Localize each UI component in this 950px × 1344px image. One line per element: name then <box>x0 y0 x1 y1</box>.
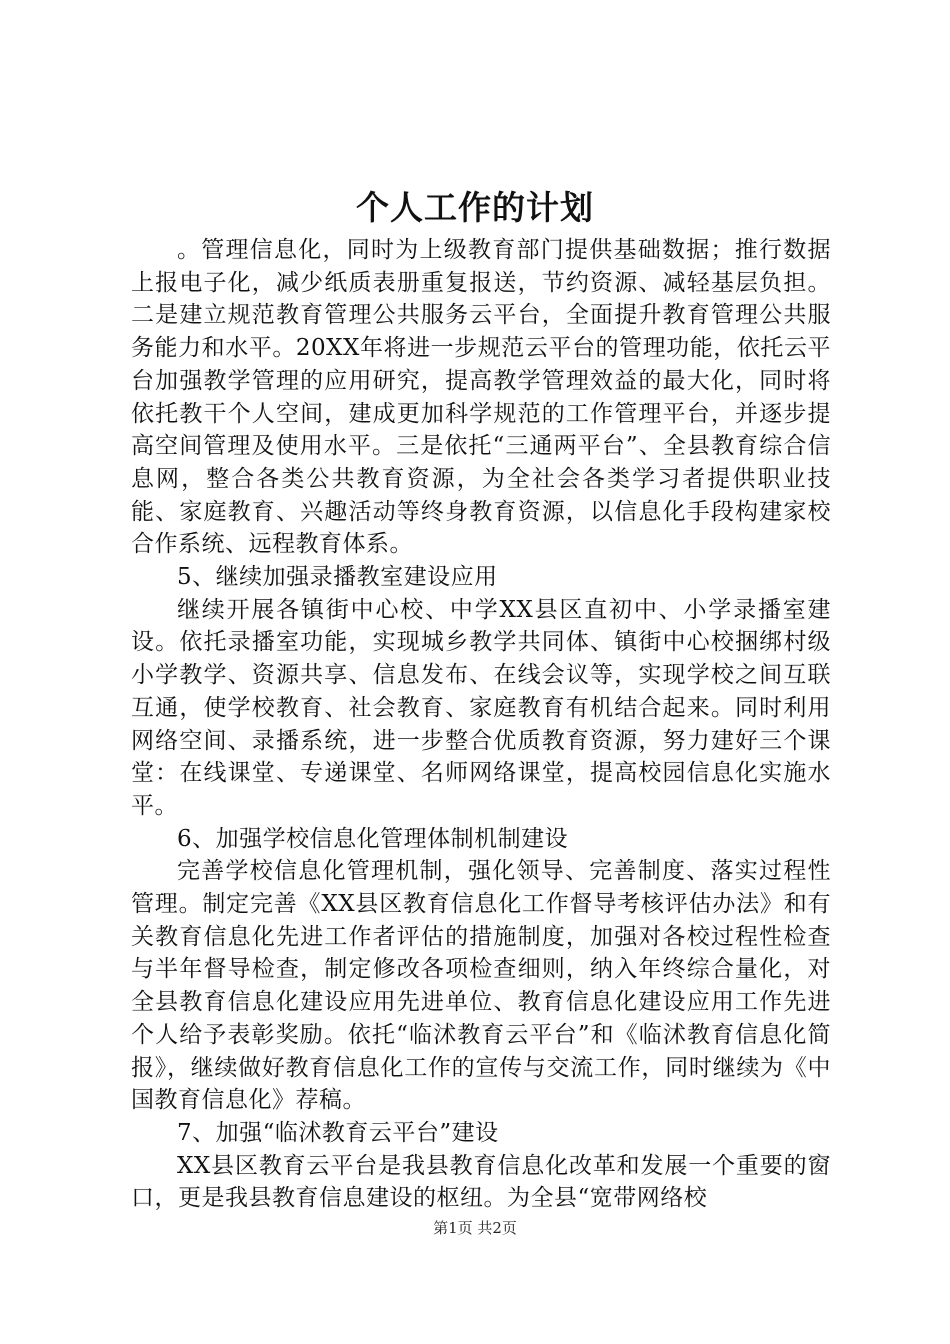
paragraph-section-7: XX县区教育云平台是我县教育信息化改革和发展一个重要的窗口，更是我县教育信息建设的枢纽。为全县“宽带网络校 <box>131 1152 831 1212</box>
document-title: 个人工作的计划 <box>356 188 594 227</box>
paragraph-section-6: 完善学校信息化管理机制，强化领导、完善制度、落实过程性管理。制定完善《XX县区教育信息化工作督导考核评估办法》和有关教育信息化先进工作者评估的措施制度，加强对各校过程性检查与半年督导检查，制定修改各项检查细则，纳入年终综合量化，对全县教育信息化建设应用先进单位、教育信息化建设应用工作先进个人给予表彰奖励。依托“临沭教育云平台”和《临沭教育信息化简报》，继续做好教育信息化工作的宣传与交流工作，同时继续为《中国教育信息化》荐稿。 <box>131 858 831 1114</box>
section-heading-6: 6、加强学校信息化管理体制机制建设 <box>177 825 569 852</box>
paragraph-intro: 。管理信息化，同时为上级教育部门提供基础数据；推行数据上报电子化，减少纸质表册重复报送，节约资源、减轻基层负担。二是建立规范教育管理公共服务云平台，全面提升教育管理公共服务能力和水平。20XX年将进一步规范云平台的管理功能，依托云平台加强教学管理的应用研究，提高教学管理效益的最大化，同时将依托教干个人空间，建成更加科学规范的工作管理平台，并逐步提高空间管理及使用水平。三是依托“三通两平台”、全县教育综合信息网，整合各类公共教育资源，为全社会各类学习者提供职业技能、家庭教育、兴趣活动等终身教育资源，以信息化手段构建家校合作系统、远程教育体系。 <box>131 237 831 558</box>
document-body <box>131 234 831 1215</box>
section-heading-7: 7、加强“临沭教育云平台”建设 <box>177 1119 499 1146</box>
paragraph-section-5: 继续开展各镇街中心校、中学XX县区直初中、小学录播室建设。依托录播室功能，实现城乡教学共同体、镇街中心校捆绑村级小学教学、资源共享、信息发布、在线会议等，实现学校之间互联互通，使学校教育、社会教育、家庭教育有机结合起来。同时利用网络空间、录播系统，进一步整合优质教育资源，努力建好三个课堂：在线课堂、专递课堂、名师网络课堂，提高校园信息化实施水平。 <box>131 596 831 819</box>
page-footer: 第1页 共2页 <box>433 1219 517 1237</box>
section-heading-5: 5、继续加强录播教室建设应用 <box>177 564 498 591</box>
